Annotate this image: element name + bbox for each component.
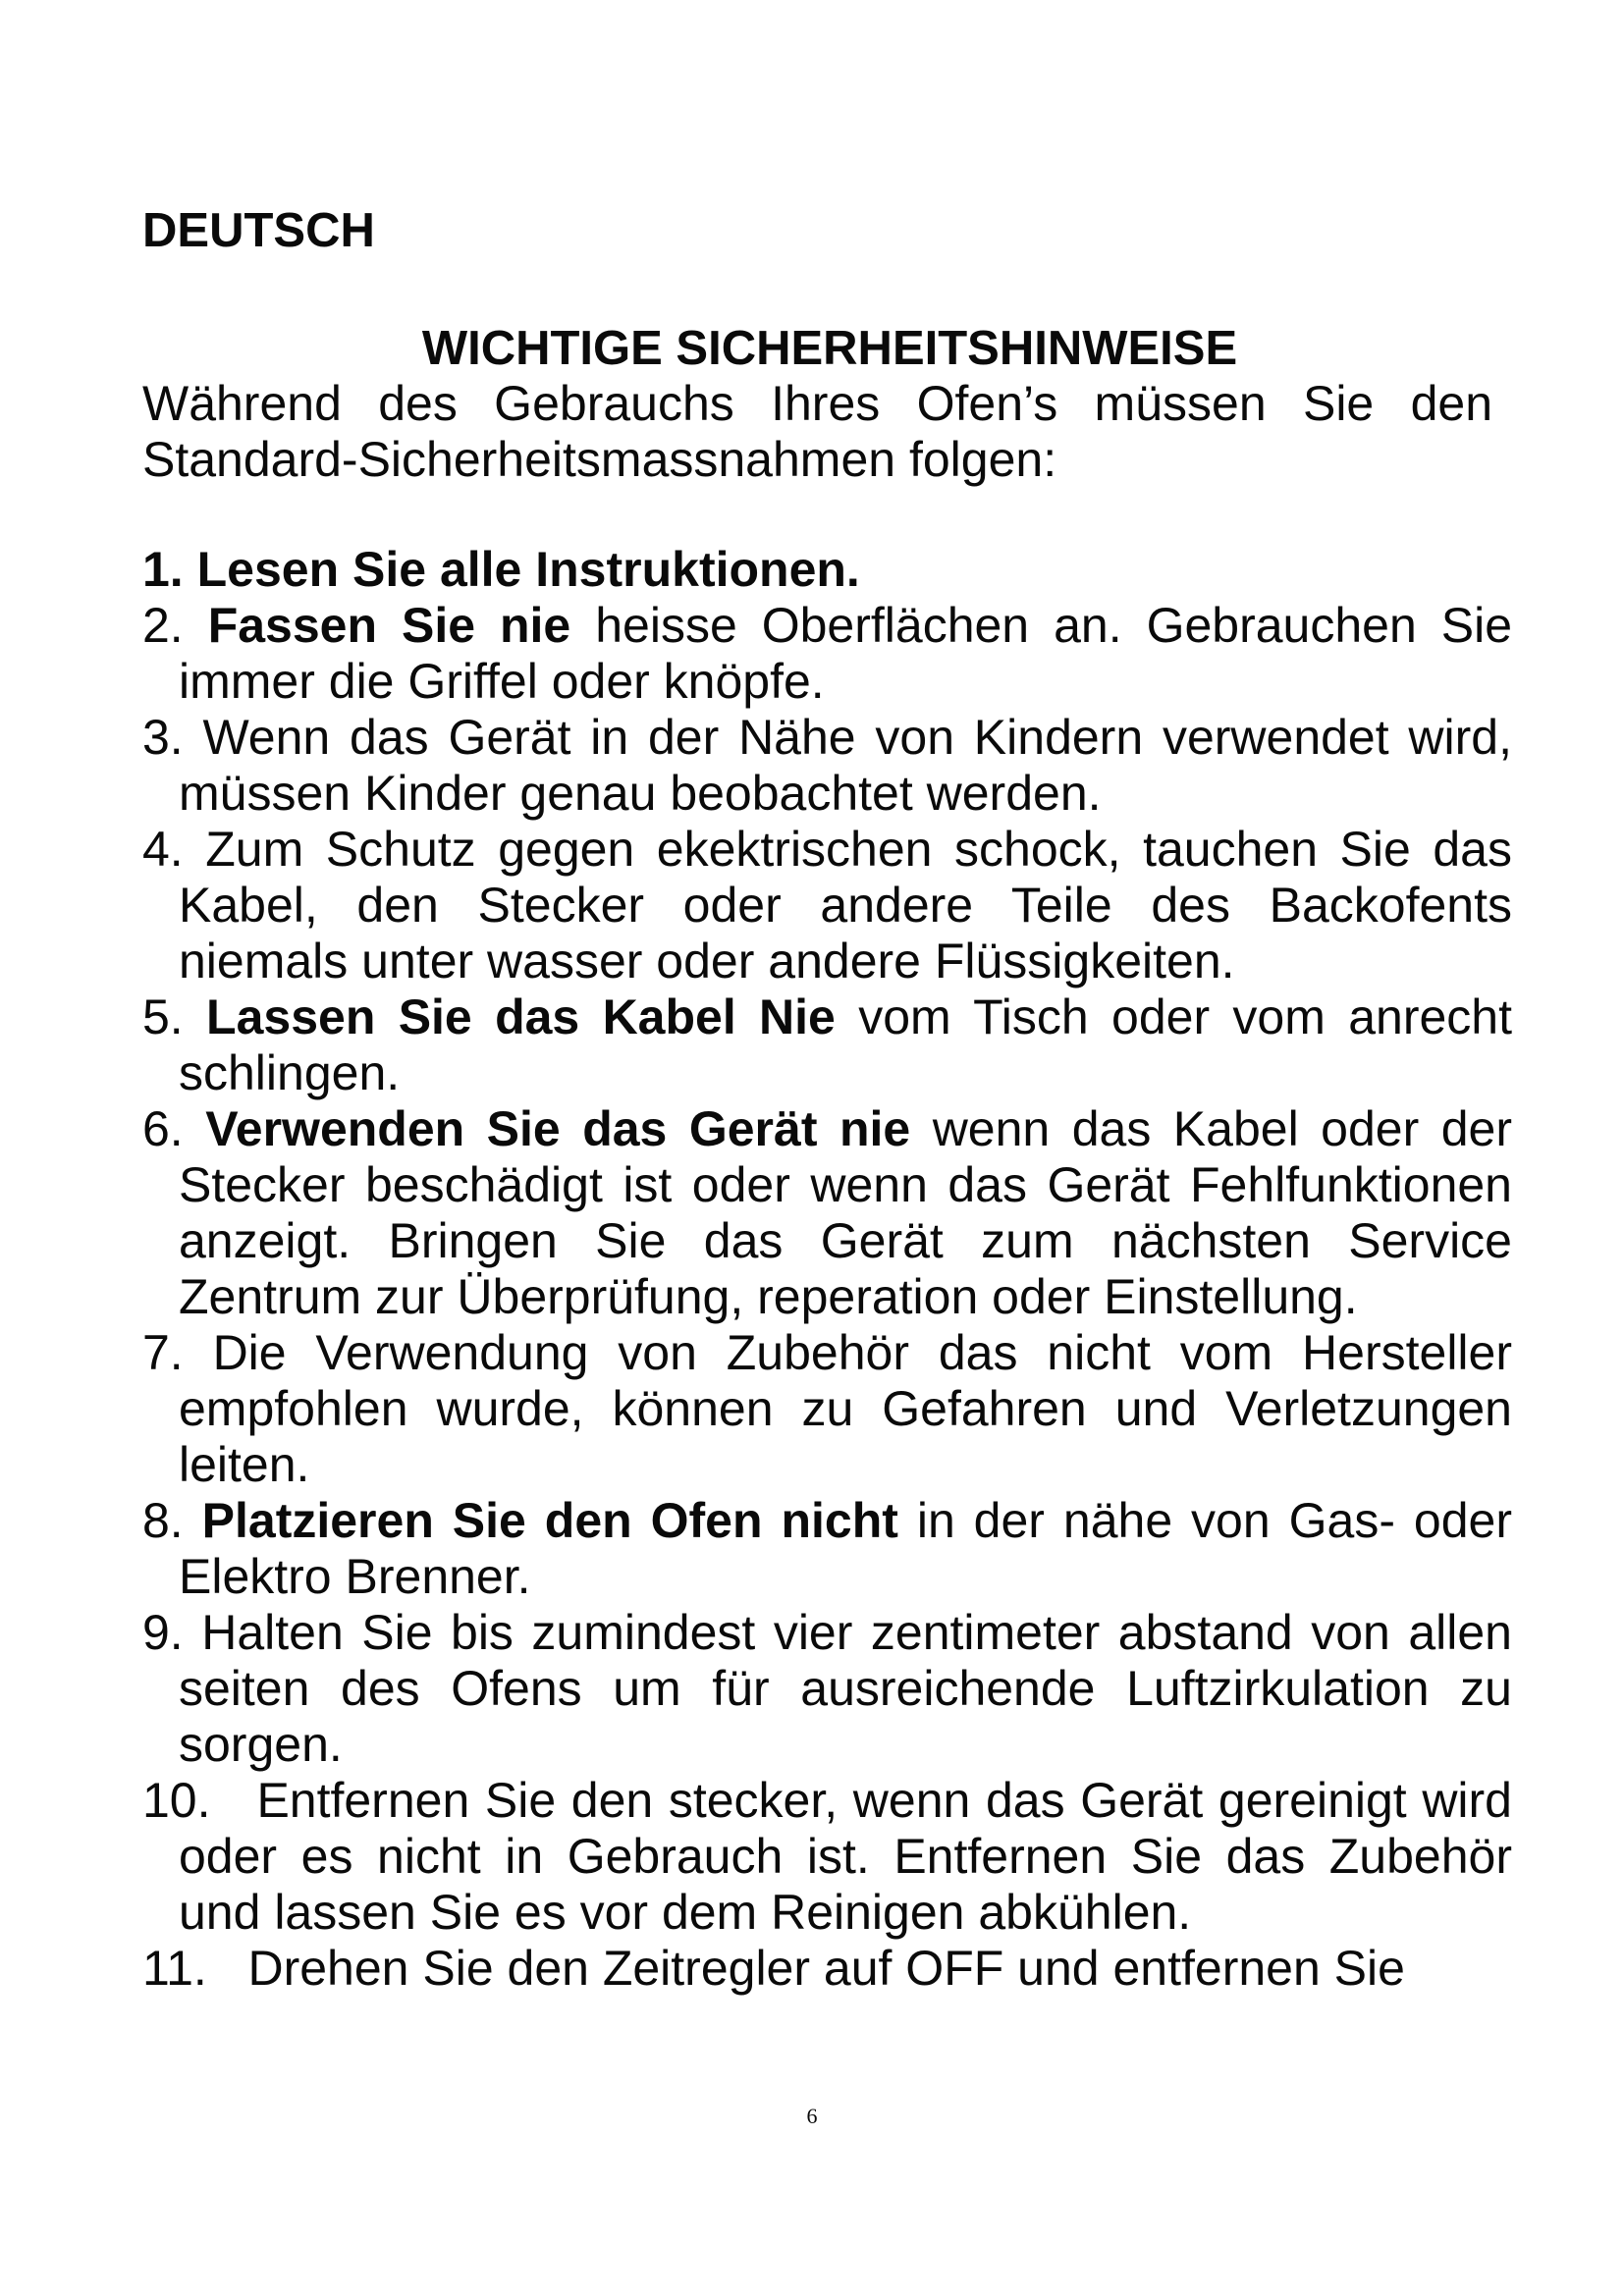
language-heading: DEUTSCH [142, 204, 375, 257]
page-title: WICHTIGE SICHERHEITSHINWEISE [421, 322, 1238, 375]
item-text: Drehen Sie den Zeitregler auf OFF und entfernen Sie [247, 1941, 1405, 1996]
item-number: 4. [142, 822, 184, 877]
list-item [142, 989, 1512, 1101]
item-number: 1. [142, 542, 184, 597]
item-number: 5. [142, 989, 184, 1044]
list-item [142, 598, 1512, 710]
item-number: 11. [142, 1941, 207, 1996]
item-bold-text: Fassen Sie nie [207, 598, 571, 653]
item-number: 8. [142, 1493, 184, 1548]
item-bold-text: Verwenden Sie das Gerät nie [205, 1101, 911, 1156]
intro-paragraph: Während des Gebrauchs Ihres Ofen’s müssen Sie den Standard-Sicherheitsmassnahmen folgen: [142, 376, 1492, 487]
list-item [142, 1493, 1512, 1605]
item-text: wenn das Kabel oder der Stecker beschädigt ist oder wenn das Gerät Fehlfunktionen anzeigt. Bringen Sie das Gerät zum nächsten Service Zentrum zur Überprüfung, reperation oder Einstellung. [179, 1101, 1512, 1324]
list-item [142, 1941, 1512, 1997]
item-bold-text: Lesen Sie alle Instruktionen. [196, 542, 860, 597]
item-text: Halten Sie bis zumindest vier zentimeter abstand von allen seiten des Ofens um für ausreichende Luftzirkulation zu sorgen. [179, 1605, 1512, 1772]
list-item [142, 1605, 1512, 1773]
item-text: in der nähe von Gas- oder Elektro Brenner. [179, 1493, 1512, 1604]
item-number: 9. [142, 1605, 184, 1660]
item-text: Die Verwendung von Zubehör das nicht vom Hersteller empfohlen wurde, können zu Gefahren und Verletzungen leiten. [179, 1325, 1512, 1492]
item-text: Zum Schutz gegen ekektrischen schock, tauchen Sie das Kabel, den Stecker oder andere Teile des Backofents niemals unter wasser oder andere Flüssigkeiten. [179, 822, 1512, 988]
item-text: Wenn das Gerät in der Nähe von Kindern verwendet wird, müssen Kinder genau beobachtet werden. [179, 710, 1512, 821]
list-item [142, 822, 1512, 989]
item-text: heisse Oberflächen an. Gebrauchen Sie immer die Griffel oder knöpfe. [179, 598, 1512, 709]
list-item [142, 710, 1512, 822]
item-number: 10. [142, 1773, 211, 1828]
item-number: 7. [142, 1325, 184, 1380]
item-number: 6. [142, 1101, 184, 1156]
item-text: Entfernen Sie den stecker, wenn das Gerät gereinigt wird oder es nicht in Gebrauch ist. Entfernen Sie das Zubehör und lassen Sie es vor dem Reinigen abkühlen. [179, 1773, 1512, 1940]
list-item [142, 1325, 1512, 1493]
item-text: vom Tisch oder vom anrecht schlingen. [179, 989, 1512, 1100]
safety-instructions-list [142, 542, 1512, 1997]
list-item [142, 542, 1512, 598]
page-number: 6 [806, 2104, 818, 2128]
item-number: 3. [142, 710, 184, 765]
item-bold-text: Lassen Sie das Kabel Nie [206, 989, 836, 1044]
item-bold-text: Platzieren Sie den Ofen nicht [201, 1493, 898, 1548]
item-number: 2. [142, 598, 184, 653]
list-item [142, 1773, 1512, 1941]
list-item [142, 1101, 1512, 1325]
